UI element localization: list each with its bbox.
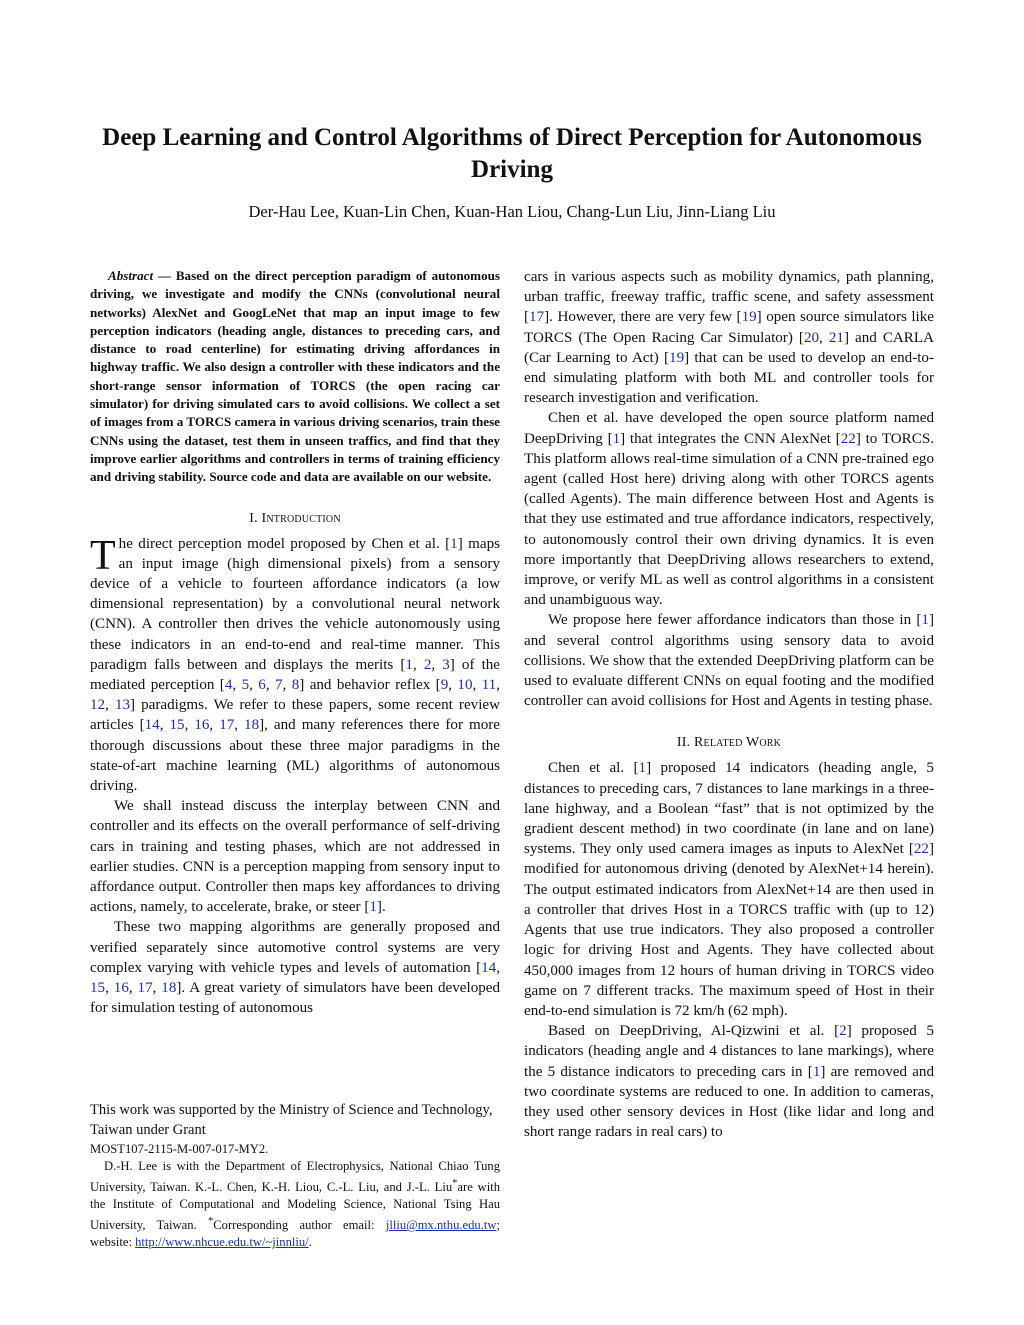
citation-link[interactable]: 18 xyxy=(161,980,177,997)
paper-title: Deep Learning and Control Algorithms of Direct Perception for Autonomous Driving xyxy=(102,124,922,183)
footnote-affiliations: D.-H. Lee is with the Department of Electrophysics, National Chiao Tung University, Taiwan. K.-L. Chen, K.-H. Liou, C.-L. Liu, and J.-L. Liu*are with the Institute of Computational and Modeling Science, National Tsing Hau University, Taiwan. *Corresponding author email: jlliu@mx.nthu.edu.tw; website: http://www.nhcue.edu.tw/~jinnliu/. xyxy=(90,1159,500,1250)
citation-link[interactable]: 4 xyxy=(224,676,233,693)
author-email-link[interactable]: jlliu@mx.nthu.edu.tw xyxy=(385,1218,497,1233)
citation-link[interactable]: 1 xyxy=(612,430,621,447)
website-link[interactable]: http://www.nhcue.edu.tw/~jinnliu/ xyxy=(135,1235,309,1250)
author-list: Der-Hau Lee, Kuan-Lin Chen, Kuan-Han Liou, Chang-Lun Liu, Jinn-Liang Liu xyxy=(248,202,776,221)
related-paragraph-1: Chen et al. [1] proposed 14 indicators (heading angle, 5 distances to preceding cars, 7 distances to lane markings in a three-lane highway, and a Boolean “fast” that is not optimized by the gradient descent method) in two coordinate (in lane and on lane) systems. They only used camera images as inputs to AlexNet [22] modified for autonomous driving (denoted by AlexNet+14 herein). The output estimated indicators from AlexNet+14 are then used in a controller that drives Host in a TORCS traffic with (up to 12) Agents that use true indicators. They also proposed a controller logic for driving Host and Agents. They have collected about 450,000 images from 12 hours of human driving in TORCS video game on 7 different tracks. The maximum speed of Host in their end-to-end simulation is 72 km/h (62 mph). xyxy=(524,760,934,1019)
citation-link[interactable]: 13 xyxy=(114,697,131,714)
citation-link[interactable]: 6 xyxy=(258,676,266,693)
citation-link[interactable]: 1 xyxy=(405,656,413,673)
citation-link[interactable]: 7 xyxy=(275,676,283,693)
abstract-text: Based on the direct perception paradigm of autonomous driving, we investigate and modify the CNNs (convolutional neural networks) AlexNet and GoogLeNet that map an input image to few perception indicators (heading angle, distances to preceding cars, and distance to road centerline) for estimating driving affordances in highway traffic. We also design a controller with these indicators and the short-range sensor information of TORCS (the open racing car simulator) for driving simulated cars to avoid collisions. We collect a set of images from a TORCS camera in various driving scenarios, train these CNNs using the dataset, test them in unseen traffics, and find that they improve earlier algorithms and controllers in terms of training efficiency and driving stability. Source code and data are available on our website. xyxy=(90,268,500,485)
citation-link[interactable]: 14 xyxy=(481,959,497,976)
citation-link[interactable]: 15 xyxy=(90,980,106,997)
citation-link[interactable]: 3 xyxy=(442,656,450,673)
citation-link[interactable]: 14 xyxy=(144,717,160,734)
citation-link[interactable]: 21 xyxy=(828,329,844,346)
intro-paragraph-6: We propose here fewer affordance indicators than those in [1] and several control algorithms using sensory data to avoid collisions. We show that the extended DeepDriving platform can be used to evaluate different CNNs on equal footing and the modified controller can avoid collisions for Host and Agents in testing phase. xyxy=(524,612,934,710)
abstract: Abstract — Based on the direct perception paradigm of autonomous driving, we investigate and modify the CNNs (convolutional neural networks) AlexNet and GoogLeNet that map an input image to few perception indicators (heading angle, distances to preceding cars, and distance to road centerline) for estimating driving affordances in highway traffic. We also design a controller with these indicators and the short-range sensor information of TORCS (the open racing car simulator) for driving simulated cars to avoid collisions. We collect a set of images from a TORCS camera in various driving scenarios, train these CNNs using the dataset, test them in unseen traffics, and find that they improve earlier algorithms and controllers in terms of training efficiency and driving stability. Source code and data are available on our website. xyxy=(90,268,500,485)
footnote-grant-number: MOST107-2115-M-007-017-MY2. xyxy=(90,1142,269,1156)
citation-link[interactable]: 11 xyxy=(481,676,497,693)
drop-cap: T xyxy=(90,532,116,579)
citation-link[interactable]: 19 xyxy=(741,309,757,326)
citation-link[interactable]: 18 xyxy=(244,717,260,734)
intro-paragraph-2: We shall instead discuss the interplay between CNN and controller and its effects on the overall performance of self-driving cars in training and testing phases, which are not addressed in earlier studies. CNN is a perception mapping from sensory input to affordance output. Controller then maps key affordances to driving actions, namely, to accelerate, brake, or steer [1]. xyxy=(90,798,500,916)
intro-paragraph-4: cars in various aspects such as mobility dynamics, path planning, urban traffic, freeway traffic, traffic scene, and safety assessment [17]. However, there are very few [19] open source simulators like TORCS (The Open Racing Car Simulator) [20, 21] and CARLA (Car Learning to Act) [19] that can be used to develop an end-to-end simulating platform with both ML and controller tools for research investigation and verification. xyxy=(524,269,934,407)
section-heading-related-work: II. Related Work xyxy=(676,735,782,751)
citation-link[interactable]: 17 xyxy=(529,309,545,326)
citation-link[interactable]: 16 xyxy=(194,717,210,734)
citation-link[interactable]: 16 xyxy=(113,980,129,997)
citation-link[interactable]: 1 xyxy=(638,760,647,777)
citation-link[interactable]: 8 xyxy=(291,676,300,693)
citation-link[interactable]: 2 xyxy=(423,656,432,673)
asterisk-marker: * xyxy=(208,1216,214,1228)
left-column xyxy=(90,267,500,1018)
citation-link[interactable]: 10 xyxy=(457,676,473,693)
citation-link[interactable]: 1 xyxy=(450,535,458,552)
citation-link[interactable]: 12 xyxy=(90,697,106,714)
citation-link[interactable]: 2 xyxy=(839,1023,847,1040)
citation-link[interactable]: 9 xyxy=(440,676,449,693)
citation-link[interactable]: 22 xyxy=(913,841,929,858)
citation-link[interactable]: 15 xyxy=(169,717,185,734)
intro-paragraph-5: Chen et al. have developed the open source platform named DeepDriving [1] that integrates the CNN AlexNet [22] to TORCS. This platform allows real-time simulation of a CNN pre-trained ego agent (called Host here) driving along with other TORCS agents (called Agents). The main difference between Host and Agents is that they use estimated and true affordance indicators, respectively, to autonomously control their own driving dynamics. It is even more importantly that DeepDriving allows researchers to extend, improve, or verify ML as well as control algorithms in a consistent and unambiguous way. xyxy=(524,410,934,609)
citation-link[interactable]: 19 xyxy=(669,349,685,366)
citation-link[interactable]: 17 xyxy=(219,717,235,734)
related-paragraph-2: Based on DeepDriving, Al-Qizwini et al. [2] proposed 5 indicators (heading angle and 4 distances to lane markings), where the 5 distance indicators to preceding cars in [1] are removed and two coordinate systems are reduced to one. In addition to cameras, they used other sensory devices in Host (like lidar and long and short range radars in real cars) to xyxy=(524,1023,934,1141)
citation-link[interactable]: 1 xyxy=(921,612,929,629)
footnote-funding: This work was supported by the Ministry of Science and Technology, Taiwan under Grant xyxy=(90,1102,493,1138)
citation-link[interactable]: 20 xyxy=(803,329,820,346)
citation-link[interactable]: 5 xyxy=(241,676,250,693)
asterisk-marker: * xyxy=(452,1178,458,1189)
right-column xyxy=(524,267,934,1142)
intro-paragraph-1: The direct perception model proposed by Chen et al. [1] maps an input image (high dimensional pixels) from a sensory device of a vehicle to fourteen affordance indicators (a low dimensional representation) by a convolutional neural network (CNN). A controller then drives the vehicle autonomously using these indicators in an end-to-end and real-time manner. This paradigm falls between and displays the merits [1, 2, 3] of the mediated perception [4, 5, 6, 7, 8] and behavior reflex [9, 10, 11, 12, 13] paradigms. We refer to these papers, some recent review articles [14, 15, 16, 17, 18], and many references there for more thorough discussions about these three major paradigms in the state-of-art machine learning (ML) algorithms of autonomous driving. xyxy=(90,532,501,794)
citation-link[interactable]: 17 xyxy=(137,980,153,997)
citation-link[interactable]: 1 xyxy=(369,899,377,916)
citation-link[interactable]: 1 xyxy=(812,1063,821,1080)
citation-link[interactable]: 22 xyxy=(840,430,856,447)
section-heading-introduction: I. Introduction xyxy=(249,510,341,526)
intro-paragraph-3: These two mapping algorithms are generally proposed and verified separately since automotive control systems are very complex varying with vehicle types and levels of automation [14, 15, 16, 17, 18]. A great variety of simulators have been developed for simulation testing of autonomous xyxy=(90,919,501,1017)
abstract-label: Abstract xyxy=(108,268,154,283)
